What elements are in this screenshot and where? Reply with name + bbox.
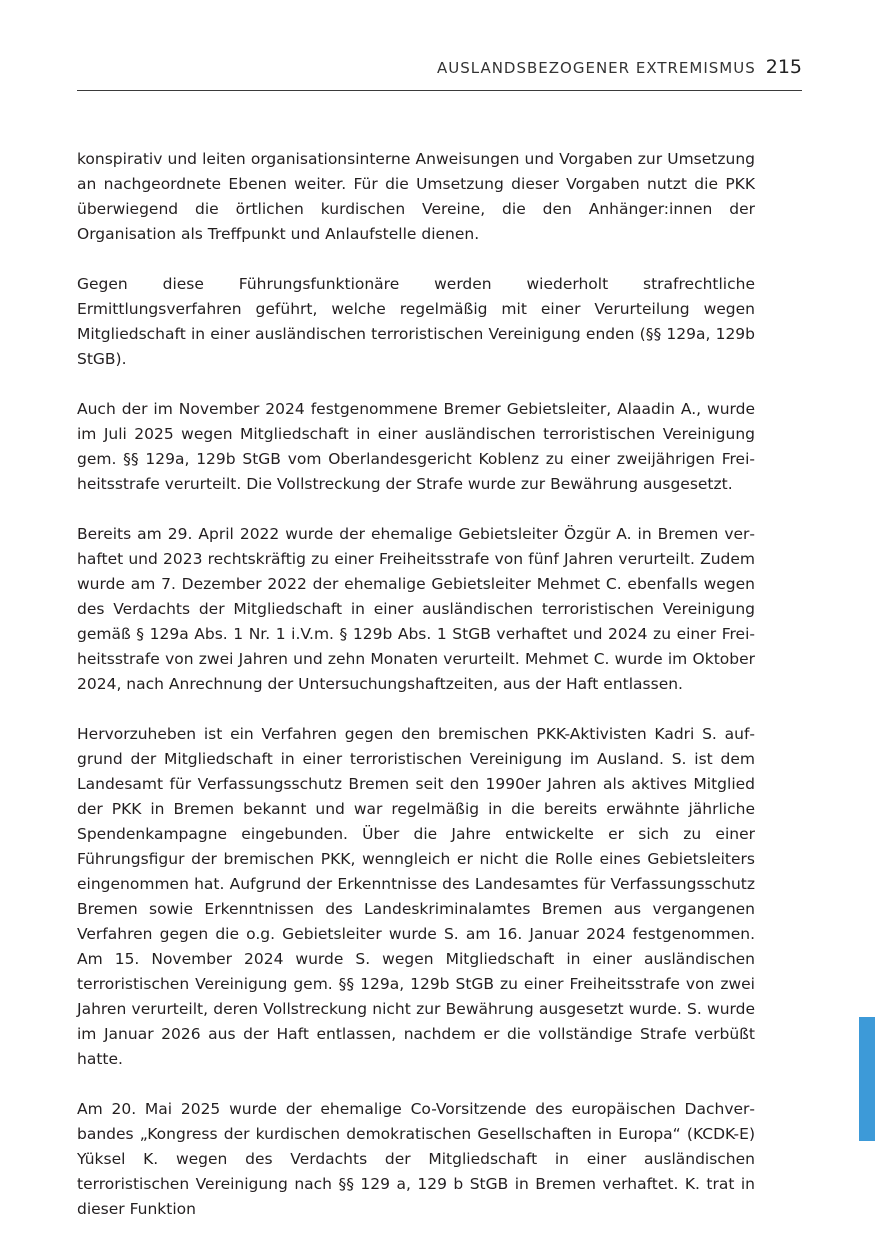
page-header <box>77 56 802 91</box>
paragraph-1: konspirativ und leiten organisationsinterne Anweisungen und Vorgaben zur Umsetzung an nachgeordnete Ebenen weiter. Für die Umsetzung dieser Vorgaben nutzt die PKK überwiegend die örtlichen kurdischen Vereine, die den Anhänger:innen der Organisation als Treffpunkt und Anlaufstelle dienen. <box>77 150 755 243</box>
paragraph-2: Gegen diese Führungsfunktionäre werden wiederholt strafrechtliche Ermittlungsverfahren geführt, welche regelmäßig mit einer Verurteilung wegen Mitgliedschaft in einer ausländischen terroristischen Vereinigung enden (§§ 129a, 129b StGB). <box>77 275 755 368</box>
chapter-thumb-tab <box>859 1017 875 1141</box>
body-text <box>77 147 755 1247</box>
paragraph-6: Am 20. Mai 2025 wurde der ehemalige Co-Vorsitzende des europäischen Dachverbandes „Kongress der kurdischen demokratischen Gesellschaften in Europa“ (KCDK-E) Yüksel K. wegen des Verdachts der Mitgliedschaft in einer ausländischen terroristischen Vereinigung nach §§ 129 a, 129 b StGB in Bremen verhaftet. K. trat in dieser Funktion <box>77 1100 755 1218</box>
paragraph-3: Auch der im November 2024 festgenommene Bremer Gebietsleiter, Alaadin A., wurde im Juli 2025 wegen Mitgliedschaft in einer ausländischen terroristischen Vereinigung gem. §§ 129a, 129b StGB vom Oberlandesgericht Koblenz zu einer zweijährigen Freiheitsstrafe verurteilt. Die Vollstreckung der Strafe wurde zur Bewährung ausgesetzt. <box>77 400 755 493</box>
paragraph-4: Bereits am 29. April 2022 wurde der ehemalige Gebietsleiter Özgür A. in Bremen verhaftet und 2023 rechtskräftig zu einer Freiheitsstrafe von fünf Jahren verurteilt. Zudem wurde am 7. Dezember 2022 der ehemalige Gebietsleiter Mehmet C. ebenfalls wegen des Verdachts der Mitgliedschaft in einer ausländischen terroristischen Vereinigung gemäß § 129a Abs. 1 Nr. 1 i.V.m. § 129b Abs. 1 StGB verhaftet und 2024 zu einer Freiheitsstrafe von zwei Jahren und zehn Monaten verurteilt. Mehmet C. wurde im Oktober 2024, nach Anrechnung der Untersuchungshaftzeiten, aus der Haft entlassen. <box>77 525 755 693</box>
paragraph-5: Hervorzuheben ist ein Verfahren gegen den bremischen PKK-Aktivisten Kadri S. aufgrund der Mitgliedschaft in einer terroristischen Vereinigung im Ausland. S. ist dem Landesamt für Verfassungsschutz Bremen seit den 1990er Jahren als aktives Mitglied der PKK in Bremen bekannt und war regelmäßig in die bereits erwähnte jährliche Spendenkampagne eingebunden. Über die Jahre entwickelte er sich zu einer Führungsfigur der bremischen PKK, wenngleich er nicht die Rolle eines Gebietsleiters eingenommen hat. Aufgrund der Erkenntnisse des Landesamtes für Verfassungsschutz Bremen sowie Erkenntnissen des Landeskriminalamtes Bremen aus vergangenen Verfahren gegen die o.g. Gebietsleiter wurde S. am 16. Januar 2024 festgenommen. Am 15. November 2024 wurde S. wegen Mitgliedschaft in einer ausländischen terroristischen Vereinigung gem. §§ 129a, 129b StGB zu einer Freiheitsstrafe von zwei Jahren verurteilt, deren Vollstreckung nicht zur Bewährung ausgesetzt wurde. S. wurde im Januar 2026 aus der Haft entlassen, nachdem er die vollständige Strafe verbüßt hatte. <box>77 725 755 1068</box>
running-title: AUSLANDSBEZOGENER EXTREMISMUS <box>436 59 756 77</box>
header-inner <box>437 56 802 78</box>
page-number: 215 <box>765 56 802 78</box>
